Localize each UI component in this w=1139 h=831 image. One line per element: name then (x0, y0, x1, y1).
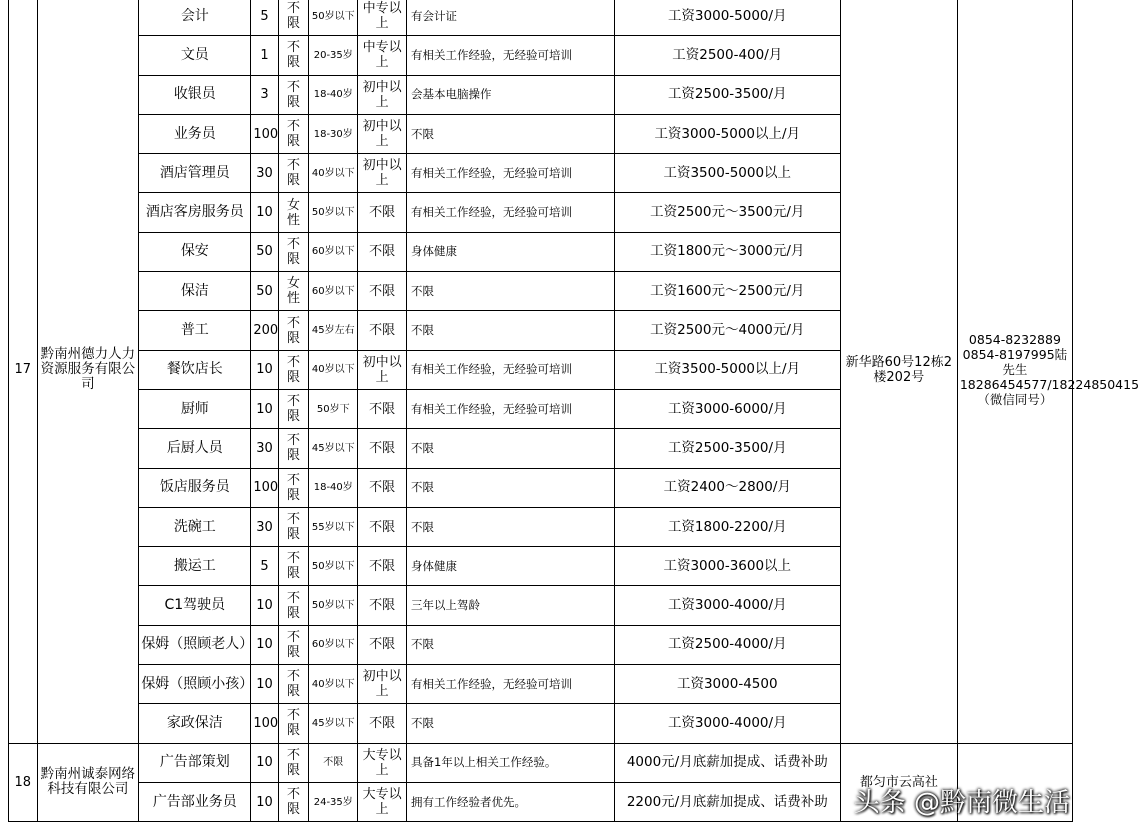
salary-cell: 工资3000-4000/月 (614, 586, 840, 625)
salary-cell: 工资3000-5000以上/月 (614, 114, 840, 153)
company-name: 黔南州德力人力资源服务有限公司 (37, 0, 139, 743)
address-cell: 都匀市云高社 (840, 743, 957, 822)
headcount-cell: 10 (251, 586, 278, 625)
age-cell: 60岁以下 (309, 272, 358, 311)
requirement-cell: 有相关工作经验，无经验可培训 (407, 154, 615, 193)
position-cell: 保安 (139, 232, 251, 271)
salary-cell: 工资2500-3500/月 (614, 429, 840, 468)
requirement-cell: 三年以上驾龄 (407, 586, 615, 625)
education-cell: 不限 (358, 586, 407, 625)
education-cell: 不限 (358, 389, 407, 428)
gender-cell: 不限 (278, 704, 309, 743)
requirement-cell: 不限 (407, 114, 615, 153)
education-cell: 不限 (358, 311, 407, 350)
salary-cell: 2200元/月底薪加提成、话费补助 (614, 782, 840, 821)
headcount-cell: 100 (251, 114, 278, 153)
education-cell: 不限 (358, 625, 407, 664)
requirement-cell: 不限 (407, 468, 615, 507)
gender-cell: 不限 (278, 547, 309, 586)
address-cell: 新华路60号12栋2楼202号 (840, 0, 957, 743)
age-cell: 不限 (309, 743, 358, 782)
position-cell: 餐饮店长 (139, 350, 251, 389)
salary-cell: 4000元/月底薪加提成、话费补助 (614, 743, 840, 782)
gender-cell: 不限 (278, 468, 309, 507)
recruitment-table (8, 0, 1139, 822)
salary-cell: 工资2500元～4000元/月 (614, 311, 840, 350)
age-cell: 45岁以下 (309, 429, 358, 468)
education-cell: 不限 (358, 193, 407, 232)
headcount-cell: 10 (251, 665, 278, 704)
seq-number: 18 (9, 743, 38, 822)
salary-cell: 工资1600元～2500元/月 (614, 272, 840, 311)
headcount-cell: 10 (251, 743, 278, 782)
education-cell: 不限 (358, 272, 407, 311)
education-cell: 大专以上 (358, 743, 407, 782)
salary-cell: 工资3000-5000/月 (614, 0, 840, 36)
position-cell: 会计 (139, 0, 251, 36)
gender-cell: 不限 (278, 389, 309, 428)
salary-cell: 工资3000-4000/月 (614, 704, 840, 743)
requirement-cell: 有相关工作经验，无经验可培训 (407, 665, 615, 704)
salary-cell: 工资2400～2800/月 (614, 468, 840, 507)
requirement-cell: 拥有工作经验者优先。 (407, 782, 615, 821)
age-cell: 60岁以下 (309, 232, 358, 271)
education-cell: 初中以上 (358, 665, 407, 704)
salary-cell: 工资2500-3500/月 (614, 75, 840, 114)
seq-number: 17 (9, 0, 38, 743)
position-cell: 广告部业务员 (139, 782, 251, 821)
age-cell: 55岁以下 (309, 507, 358, 546)
requirement-cell: 不限 (407, 272, 615, 311)
salary-cell: 工资3000-4500 (614, 665, 840, 704)
position-cell: 保洁 (139, 272, 251, 311)
gender-cell: 不限 (278, 586, 309, 625)
education-cell: 不限 (358, 704, 407, 743)
age-cell: 45岁左右 (309, 311, 358, 350)
position-cell: 洗碗工 (139, 507, 251, 546)
age-cell: 50岁以下 (309, 586, 358, 625)
education-cell: 不限 (358, 507, 407, 546)
age-cell: 18-40岁 (309, 75, 358, 114)
education-cell: 不限 (358, 468, 407, 507)
headcount-cell: 5 (251, 547, 278, 586)
age-cell: 18-30岁 (309, 114, 358, 153)
age-cell: 50岁以下 (309, 0, 358, 36)
headcount-cell: 10 (251, 350, 278, 389)
education-cell: 中专以上 (358, 36, 407, 75)
requirement-cell: 身体健康 (407, 232, 615, 271)
contact-cell: 0854-8232889 0854-8197995陆先生 18286454577/18224850415（微信同号） (957, 0, 1072, 743)
position-cell: 搬运工 (139, 547, 251, 586)
requirement-cell: 有相关工作经验，无经验可培训 (407, 36, 615, 75)
education-cell: 不限 (358, 232, 407, 271)
gender-cell: 不限 (278, 782, 309, 821)
table-row (9, 0, 1073, 36)
requirement-cell: 有会计证 (407, 0, 615, 36)
education-cell: 初中以上 (358, 75, 407, 114)
education-cell: 大专以上 (358, 782, 407, 821)
requirement-cell: 不限 (407, 429, 615, 468)
position-cell: 厨师 (139, 389, 251, 428)
position-cell: 业务员 (139, 114, 251, 153)
position-cell: 普工 (139, 311, 251, 350)
headcount-cell: 10 (251, 625, 278, 664)
headcount-cell: 5 (251, 0, 278, 36)
education-cell: 不限 (358, 429, 407, 468)
headcount-cell: 200 (251, 311, 278, 350)
age-cell: 45岁以下 (309, 704, 358, 743)
gender-cell: 不限 (278, 350, 309, 389)
position-cell: 保姆（照顾小孩） (139, 665, 251, 704)
position-cell: 家政保洁 (139, 704, 251, 743)
gender-cell: 不限 (278, 36, 309, 75)
headcount-cell: 50 (251, 232, 278, 271)
education-cell: 初中以上 (358, 350, 407, 389)
age-cell: 40岁以下 (309, 665, 358, 704)
age-cell: 60岁以下 (309, 625, 358, 664)
position-cell: 饭店服务员 (139, 468, 251, 507)
gender-cell: 不限 (278, 114, 309, 153)
gender-cell: 女性 (278, 193, 309, 232)
gender-cell: 不限 (278, 665, 309, 704)
gender-cell: 不限 (278, 507, 309, 546)
requirement-cell: 不限 (407, 625, 615, 664)
age-cell: 20-35岁 (309, 36, 358, 75)
age-cell: 50岁以下 (309, 547, 358, 586)
headcount-cell: 30 (251, 507, 278, 546)
age-cell: 50岁以下 (309, 193, 358, 232)
requirement-cell: 有相关工作经验，无经验可培训 (407, 389, 615, 428)
age-cell: 24-35岁 (309, 782, 358, 821)
age-cell: 50岁下 (309, 389, 358, 428)
requirement-cell: 不限 (407, 311, 615, 350)
requirement-cell: 有相关工作经验，无经验可培训 (407, 193, 615, 232)
education-cell: 中专以上 (358, 0, 407, 36)
gender-cell: 不限 (278, 75, 309, 114)
headcount-cell: 30 (251, 429, 278, 468)
position-cell: 保姆（照顾老人） (139, 625, 251, 664)
gender-cell: 不限 (278, 154, 309, 193)
education-cell: 初中以上 (358, 154, 407, 193)
headcount-cell: 10 (251, 193, 278, 232)
education-cell: 初中以上 (358, 114, 407, 153)
salary-cell: 工资1800元～3000元/月 (614, 232, 840, 271)
company-name: 黔南州诚泰网络科技有限公司 (37, 743, 139, 822)
gender-cell: 不限 (278, 0, 309, 36)
salary-cell: 工资1800-2200/月 (614, 507, 840, 546)
salary-cell: 工资3500-5000以上/月 (614, 350, 840, 389)
age-cell: 18-40岁 (309, 468, 358, 507)
headcount-cell: 30 (251, 154, 278, 193)
requirement-cell: 身体健康 (407, 547, 615, 586)
age-cell: 40岁以下 (309, 350, 358, 389)
salary-cell: 工资3500-5000以上 (614, 154, 840, 193)
position-cell: 文员 (139, 36, 251, 75)
position-cell: 酒店管理员 (139, 154, 251, 193)
salary-cell: 工资2500-400/月 (614, 36, 840, 75)
position-cell: 收银员 (139, 75, 251, 114)
gender-cell: 不限 (278, 311, 309, 350)
gender-cell: 不限 (278, 625, 309, 664)
position-cell: 后厨人员 (139, 429, 251, 468)
gender-cell: 不限 (278, 743, 309, 782)
requirement-cell: 有相关工作经验，无经验可培训 (407, 350, 615, 389)
salary-cell: 工资2500-4000/月 (614, 625, 840, 664)
salary-cell: 工资3000-3600以上 (614, 547, 840, 586)
headcount-cell: 10 (251, 389, 278, 428)
headcount-cell: 10 (251, 782, 278, 821)
education-cell: 不限 (358, 547, 407, 586)
watermark-text: 头条 @黔南微生活 (853, 788, 1070, 818)
requirement-cell: 具备1年以上相关工作经验。 (407, 743, 615, 782)
headcount-cell: 100 (251, 468, 278, 507)
headcount-cell: 50 (251, 272, 278, 311)
salary-cell: 工资2500元～3500元/月 (614, 193, 840, 232)
age-cell: 40岁以下 (309, 154, 358, 193)
gender-cell: 女性 (278, 272, 309, 311)
table-body (9, 0, 1139, 822)
position-cell: C1驾驶员 (139, 586, 251, 625)
position-cell: 酒店客房服务员 (139, 193, 251, 232)
gender-cell: 不限 (278, 429, 309, 468)
requirement-cell: 不限 (407, 704, 615, 743)
table-row (9, 743, 1073, 782)
headcount-cell: 3 (251, 75, 278, 114)
requirement-cell: 会基本电脑操作 (407, 75, 615, 114)
salary-cell: 工资3000-6000/月 (614, 389, 840, 428)
gender-cell: 不限 (278, 232, 309, 271)
headcount-cell: 100 (251, 704, 278, 743)
position-cell: 广告部策划 (139, 743, 251, 782)
headcount-cell: 1 (251, 36, 278, 75)
requirement-cell: 不限 (407, 507, 615, 546)
